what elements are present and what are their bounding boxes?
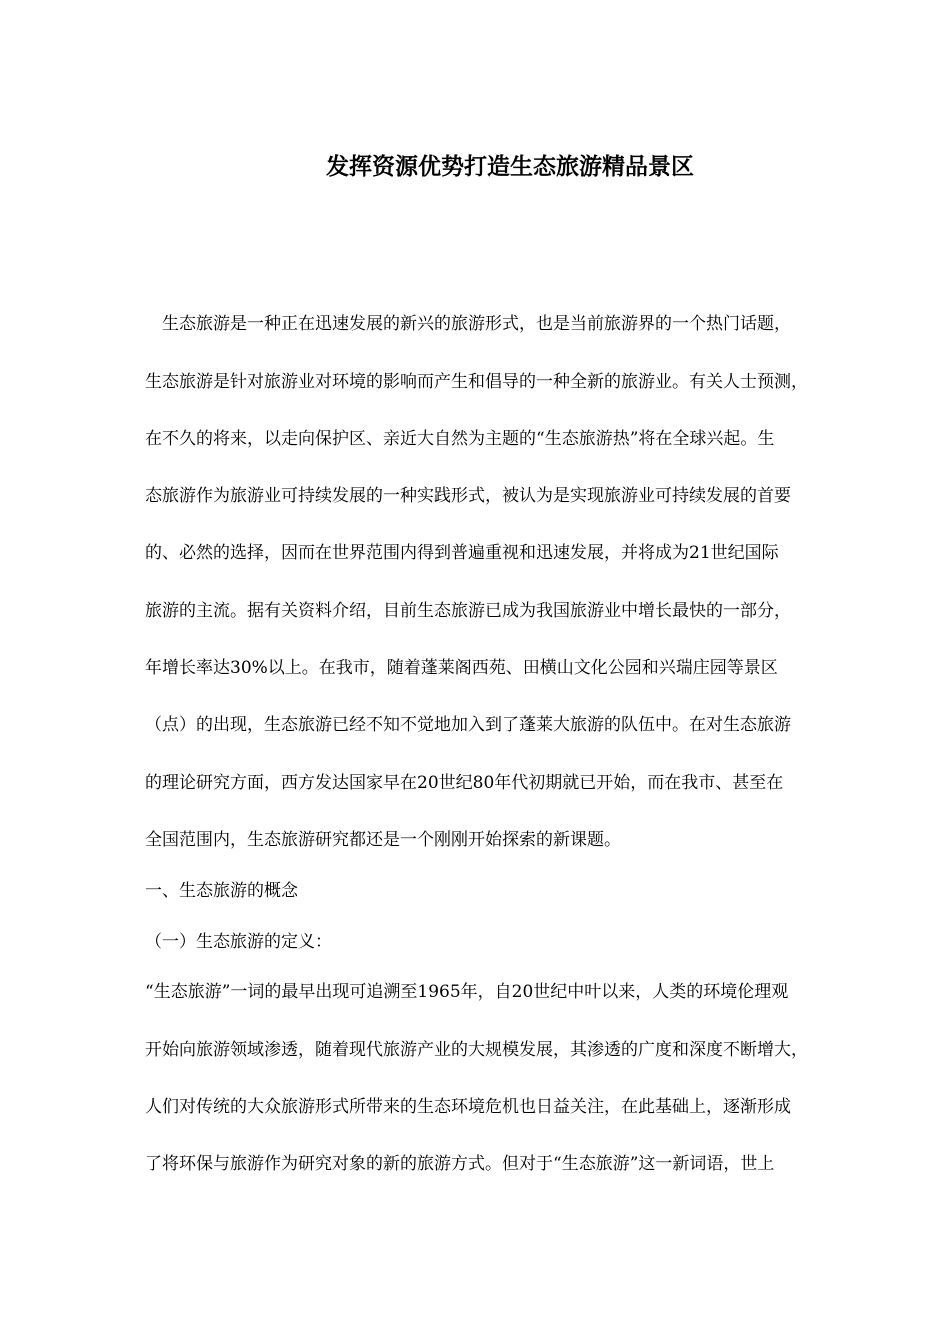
paragraph-line: 在不久的将来，以走向保护区、亲近大自然为主题的“生态旅游热”将在全球兴起。生 [145,429,775,449]
paragraph-line: 态旅游作为旅游业可持续发展的一种实践形式，被认为是实现旅游业可持续发展的首要 [145,486,791,506]
paragraph-line: （点）的出现，生态旅游已经不知不觉地加入到了蓬莱大旅游的队伍中。在对生态旅游 [145,715,791,735]
paragraph-line: 人们对传统的大众旅游形式所带来的生态环境危机也日益关注，在此基础上，逐渐形成 [145,1097,791,1117]
paragraph-line: 旅游的主流。据有关资料介绍，目前生态旅游已成为我国旅游业中增长最快的一部分， [145,601,791,621]
paragraph-line: 的理论研究方面，西方发达国家早在20世纪80年代初期就已开始，而在我市、甚至在 [145,773,784,793]
paragraph-line: 全国范围内，生态旅游研究都还是一个刚刚开始探索的新课题。 [145,830,621,850]
paragraph-line: 开始向旅游领域渗透，随着现代旅游产业的大规模发展，其渗透的广度和深度不断增大， [145,1040,808,1060]
document-title: 发挥资源优势打造生态旅游精品景区 [326,153,694,180]
section-heading: 一、生态旅游的概念 [145,881,298,901]
paragraph-line: 的、必然的选择，因而在世界范围内得到普遍重视和迅速发展，并将成为21世纪国际 [145,543,779,563]
paragraph-line: “生态旅游”一词的最早出现可追溯至1965年，自20世纪中叶以来，人类的环境伦理观 [145,982,789,1002]
paragraph-line: 年增长率达30%以上。在我市，随着蓬莱阁西苑、田横山文化公园和兴瑞庄园等景区 [145,658,778,678]
paragraph-line: 生态旅游是针对旅游业对环境的影响而产生和倡导的一种全新的旅游业。有关人士预测， [145,372,808,392]
paragraph-line: 了将环保与旅游作为研究对象的新的旅游方式。但对于“生态旅游”这一新词语，世上 [145,1154,775,1174]
subsection-heading: （一）生态旅游的定义： [145,932,332,952]
paragraph-line: 生态旅游是一种正在迅速发展的新兴的旅游形式，也是当前旅游界的一个热门话题， [145,314,791,334]
